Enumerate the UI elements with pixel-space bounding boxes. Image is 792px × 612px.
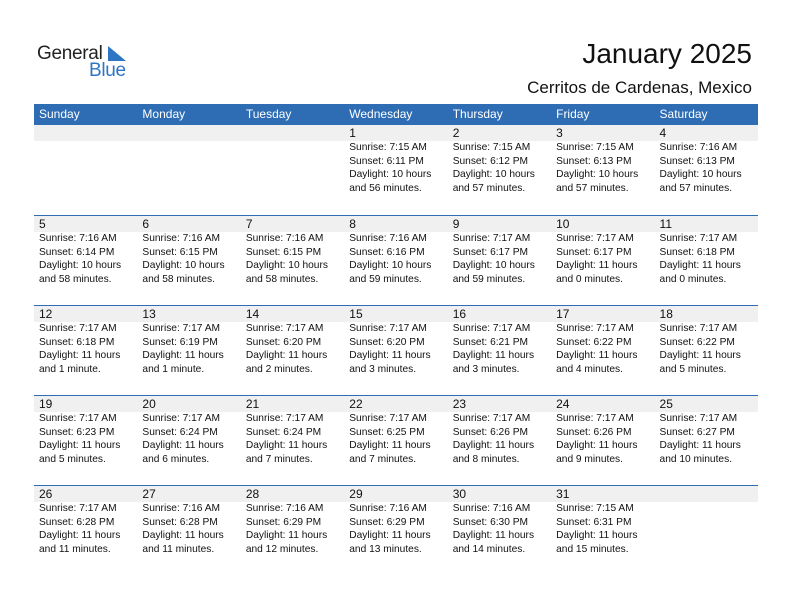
daylight-hours: Daylight: 10 hours <box>39 260 122 271</box>
sunrise-time: Sunrise: 7:16 AM <box>349 233 427 244</box>
sunrise-time: Sunrise: 7:17 AM <box>39 413 117 424</box>
day-cell <box>137 125 240 215</box>
sunrise-time: Sunrise: 7:16 AM <box>245 503 324 514</box>
sunset-time: Sunset: 6:26 PM <box>556 426 632 438</box>
sunrise-time: Sunrise: 7:17 AM <box>452 323 531 334</box>
week-cells <box>34 396 758 485</box>
daylight-hours: Daylight: 10 hours <box>349 260 432 271</box>
daylight-hours: Daylight: 11 hours <box>245 350 328 361</box>
day-cell <box>448 486 551 575</box>
week-cells <box>34 125 758 215</box>
sunrise-time: Sunrise: 7:16 AM <box>142 503 221 514</box>
daylight-minutes: and 5 minutes. <box>39 453 106 465</box>
location-subtitle: Cerritos de Cardenas, Mexico <box>527 78 752 97</box>
daylight-minutes: and 14 minutes. <box>452 543 526 555</box>
day-number: 22 <box>349 397 363 411</box>
sunset-time: Sunset: 6:28 PM <box>142 516 218 528</box>
day-cell <box>655 125 758 215</box>
day-cell <box>344 486 447 575</box>
daylight-hours: Daylight: 10 hours <box>142 260 225 271</box>
day-number: 8 <box>349 217 356 231</box>
sunrise-time: Sunrise: 7:17 AM <box>245 413 324 424</box>
day-number <box>660 486 758 502</box>
day-cell <box>34 396 137 485</box>
day-cell <box>137 216 240 305</box>
day-number: 26 <box>39 487 53 501</box>
daylight-minutes: and 11 minutes. <box>39 543 111 555</box>
daylight-minutes: and 7 minutes. <box>349 453 417 465</box>
day-number: 23 <box>452 397 467 411</box>
day-number <box>142 125 240 141</box>
daylight-hours: Daylight: 10 hours <box>245 260 328 271</box>
sunrise-time: Sunrise: 7:17 AM <box>659 233 738 244</box>
daylight-minutes: and 10 minutes. <box>659 453 733 465</box>
daylight-minutes: and 57 minutes. <box>556 182 629 194</box>
sunset-time: Sunset: 6:24 PM <box>142 426 218 438</box>
sunset-time: Sunset: 6:17 PM <box>556 246 632 258</box>
day-cell <box>34 125 137 215</box>
daylight-hours: Daylight: 11 hours <box>349 440 431 451</box>
sunrise-time: Sunrise: 7:16 AM <box>245 233 324 244</box>
sunset-time: Sunset: 6:18 PM <box>659 246 735 258</box>
daylight-minutes: and 5 minutes. <box>659 363 727 375</box>
sunrise-time: Sunrise: 7:17 AM <box>659 323 738 334</box>
day-cell <box>241 125 344 215</box>
sunrise-time: Sunrise: 7:17 AM <box>39 503 117 514</box>
sunset-time: Sunset: 6:29 PM <box>349 516 425 528</box>
daylight-hours: Daylight: 11 hours <box>659 350 741 361</box>
sunset-time: Sunset: 6:13 PM <box>556 155 632 167</box>
day-cell <box>551 125 654 215</box>
daylight-hours: Daylight: 11 hours <box>349 530 431 541</box>
day-cell <box>551 486 654 575</box>
day-number <box>246 125 344 141</box>
daylight-minutes: and 0 minutes. <box>659 273 727 285</box>
week-cells <box>34 306 758 395</box>
sunset-time: Sunset: 6:16 PM <box>349 246 425 258</box>
sunrise-time: Sunrise: 7:15 AM <box>349 142 427 153</box>
day-number: 31 <box>556 487 570 501</box>
daylight-minutes: and 12 minutes. <box>245 543 319 555</box>
daylight-hours: Daylight: 11 hours <box>142 530 224 541</box>
day-number: 18 <box>659 307 673 321</box>
weeks-container <box>34 125 758 575</box>
daylight-hours: Daylight: 11 hours <box>452 440 535 451</box>
day-number: 28 <box>245 487 260 501</box>
week-row <box>34 485 758 575</box>
sunrise-time: Sunrise: 7:17 AM <box>659 413 738 424</box>
day-number: 25 <box>659 397 673 411</box>
weekday-saturday: Saturday <box>659 107 708 121</box>
sunset-time: Sunset: 6:30 PM <box>452 516 529 528</box>
daylight-hours: Daylight: 11 hours <box>556 260 638 271</box>
sunset-time: Sunset: 6:26 PM <box>452 426 529 438</box>
daylight-minutes: and 3 minutes. <box>349 363 417 375</box>
day-cell <box>655 486 758 575</box>
sunrise-time: Sunrise: 7:17 AM <box>39 323 117 334</box>
day-cell <box>241 486 344 575</box>
day-cell <box>448 216 551 305</box>
weekday-header <box>34 104 758 125</box>
week-row <box>34 215 758 305</box>
flag-triangle-icon <box>108 46 126 61</box>
sunrise-time: Sunrise: 7:16 AM <box>39 233 117 244</box>
page-title: January 2025 <box>582 38 752 69</box>
weekday-sunday: Sunday <box>39 107 80 121</box>
daylight-hours: Daylight: 11 hours <box>556 440 638 451</box>
sunset-time: Sunset: 6:23 PM <box>39 426 115 438</box>
day-number: 15 <box>349 307 363 321</box>
daylight-minutes: and 6 minutes. <box>142 453 210 465</box>
daylight-minutes: and 11 minutes. <box>142 543 215 555</box>
day-cell <box>137 396 240 485</box>
sunrise-time: Sunrise: 7:17 AM <box>142 413 221 424</box>
sunset-time: Sunset: 6:21 PM <box>452 336 529 348</box>
weekday-friday: Friday <box>556 107 590 121</box>
logo <box>37 43 137 83</box>
weekday-thursday: Thursday <box>452 107 503 121</box>
sunset-time: Sunset: 6:15 PM <box>245 246 322 258</box>
day-number: 11 <box>659 217 672 231</box>
day-cell <box>655 306 758 395</box>
day-number: 5 <box>39 217 46 231</box>
day-number: 27 <box>142 487 156 501</box>
sunrise-time: Sunrise: 7:17 AM <box>349 413 427 424</box>
day-cell <box>34 216 137 305</box>
sunrise-time: Sunrise: 7:16 AM <box>349 503 427 514</box>
sunset-time: Sunset: 6:19 PM <box>142 336 218 348</box>
day-number: 2 <box>452 126 460 140</box>
day-number: 1 <box>349 126 356 140</box>
day-cell <box>551 306 654 395</box>
day-number: 16 <box>452 307 467 321</box>
daylight-minutes: and 57 minutes. <box>452 182 526 194</box>
daylight-hours: Daylight: 11 hours <box>142 350 224 361</box>
sunrise-time: Sunrise: 7:17 AM <box>556 323 634 334</box>
calendar-table <box>34 104 758 575</box>
daylight-hours: Daylight: 11 hours <box>349 350 431 361</box>
day-number: 4 <box>659 126 667 140</box>
day-cell <box>344 396 447 485</box>
daylight-minutes: and 2 minutes. <box>245 363 313 375</box>
daylight-minutes: and 15 minutes. <box>556 543 629 555</box>
weekday-tuesday: Tuesday <box>245 107 292 121</box>
sunset-time: Sunset: 6:12 PM <box>452 155 529 167</box>
sunset-time: Sunset: 6:24 PM <box>245 426 322 438</box>
daylight-minutes: and 57 minutes. <box>659 182 733 194</box>
sunrise-time: Sunrise: 7:17 AM <box>245 323 324 334</box>
day-cell <box>551 216 654 305</box>
daylight-minutes: and 59 minutes. <box>452 273 526 285</box>
daylight-hours: Daylight: 11 hours <box>39 350 121 361</box>
sunrise-time: Sunrise: 7:17 AM <box>556 233 634 244</box>
day-number: 3 <box>556 126 563 140</box>
logo-text-blue: Blue <box>89 60 126 81</box>
sunrise-time: Sunrise: 7:16 AM <box>142 233 221 244</box>
day-number: 13 <box>142 307 156 321</box>
daylight-minutes: and 1 minute. <box>142 363 205 375</box>
daylight-minutes: and 3 minutes. <box>452 363 520 375</box>
sunrise-time: Sunrise: 7:17 AM <box>142 323 221 334</box>
daylight-hours: Daylight: 11 hours <box>556 350 638 361</box>
day-cell <box>551 396 654 485</box>
day-cell <box>655 216 758 305</box>
day-cell <box>448 125 551 215</box>
sunset-time: Sunset: 6:14 PM <box>39 246 115 258</box>
daylight-hours: Daylight: 11 hours <box>39 440 121 451</box>
sunset-time: Sunset: 6:15 PM <box>142 246 218 258</box>
sunrise-time: Sunrise: 7:15 AM <box>556 503 634 514</box>
week-row <box>34 125 758 215</box>
daylight-hours: Daylight: 10 hours <box>452 260 535 271</box>
weekday-monday: Monday <box>142 107 186 121</box>
daylight-hours: Daylight: 11 hours <box>142 440 224 451</box>
weekday-wednesday: Wednesday <box>349 107 413 121</box>
daylight-hours: Daylight: 10 hours <box>659 169 742 180</box>
day-number: 17 <box>556 307 570 321</box>
daylight-minutes: and 1 minute. <box>39 363 101 375</box>
day-number: 19 <box>39 397 53 411</box>
day-number <box>39 125 137 141</box>
sunrise-time: Sunrise: 7:17 AM <box>452 233 531 244</box>
day-cell <box>34 486 137 575</box>
day-number: 9 <box>452 217 460 231</box>
daylight-hours: Daylight: 11 hours <box>659 260 741 271</box>
day-cell <box>655 396 758 485</box>
day-number: 24 <box>556 397 570 411</box>
sunset-time: Sunset: 6:29 PM <box>245 516 322 528</box>
day-number: 30 <box>452 487 467 501</box>
week-row <box>34 395 758 485</box>
daylight-hours: Daylight: 11 hours <box>659 440 741 451</box>
day-cell <box>448 306 551 395</box>
daylight-minutes: and 58 minutes. <box>39 273 112 285</box>
daylight-minutes: and 7 minutes. <box>245 453 313 465</box>
daylight-minutes: and 59 minutes. <box>349 273 422 285</box>
daylight-minutes: and 0 minutes. <box>556 273 623 285</box>
week-cells <box>34 216 758 305</box>
daylight-hours: Daylight: 11 hours <box>452 350 535 361</box>
sunrise-time: Sunrise: 7:15 AM <box>556 142 634 153</box>
day-cell <box>448 396 551 485</box>
day-cell <box>344 216 447 305</box>
week-cells <box>34 486 758 575</box>
sunset-time: Sunset: 6:27 PM <box>659 426 735 438</box>
daylight-minutes: and 56 minutes. <box>349 182 422 194</box>
sunset-time: Sunset: 6:28 PM <box>39 516 115 528</box>
daylight-hours: Daylight: 10 hours <box>349 169 432 180</box>
sunset-time: Sunset: 6:17 PM <box>452 246 529 258</box>
week-row <box>34 305 758 395</box>
daylight-hours: Daylight: 11 hours <box>39 530 121 541</box>
sunrise-time: Sunrise: 7:16 AM <box>659 142 738 153</box>
daylight-minutes: and 58 minutes. <box>245 273 319 285</box>
daylight-hours: Daylight: 11 hours <box>556 530 638 541</box>
daylight-minutes: and 8 minutes. <box>452 453 520 465</box>
sunset-time: Sunset: 6:31 PM <box>556 516 632 528</box>
sunrise-time: Sunrise: 7:16 AM <box>452 503 531 514</box>
daylight-hours: Daylight: 11 hours <box>245 530 328 541</box>
day-cell <box>344 306 447 395</box>
daylight-hours: Daylight: 10 hours <box>452 169 535 180</box>
sunset-time: Sunset: 6:25 PM <box>349 426 425 438</box>
daylight-hours: Daylight: 11 hours <box>245 440 328 451</box>
sunset-time: Sunset: 6:18 PM <box>39 336 115 348</box>
daylight-minutes: and 4 minutes. <box>556 363 623 375</box>
day-cell <box>137 306 240 395</box>
daylight-hours: Daylight: 10 hours <box>556 169 639 180</box>
sunrise-time: Sunrise: 7:15 AM <box>452 142 531 153</box>
day-number: 29 <box>349 487 363 501</box>
sunset-time: Sunset: 6:22 PM <box>659 336 735 348</box>
day-cell <box>344 125 447 215</box>
sunrise-time: Sunrise: 7:17 AM <box>349 323 427 334</box>
day-number: 14 <box>245 307 260 321</box>
day-number: 12 <box>39 307 53 321</box>
sunset-time: Sunset: 6:20 PM <box>245 336 322 348</box>
day-cell <box>241 396 344 485</box>
day-cell <box>241 216 344 305</box>
sunset-time: Sunset: 6:13 PM <box>659 155 735 167</box>
daylight-minutes: and 58 minutes. <box>142 273 215 285</box>
day-number: 21 <box>245 397 260 411</box>
sunrise-time: Sunrise: 7:17 AM <box>452 413 531 424</box>
daylight-minutes: and 13 minutes. <box>349 543 422 555</box>
day-cell <box>137 486 240 575</box>
day-cell <box>241 306 344 395</box>
sunset-time: Sunset: 6:20 PM <box>349 336 425 348</box>
day-number: 6 <box>142 217 150 231</box>
sunset-time: Sunset: 6:22 PM <box>556 336 632 348</box>
day-number: 10 <box>556 217 570 231</box>
day-number: 20 <box>142 397 156 411</box>
daylight-hours: Daylight: 11 hours <box>452 530 535 541</box>
day-cell <box>34 306 137 395</box>
sunset-time: Sunset: 6:11 PM <box>349 155 424 167</box>
day-number: 7 <box>245 217 253 231</box>
sunrise-time: Sunrise: 7:17 AM <box>556 413 634 424</box>
daylight-minutes: and 9 minutes. <box>556 453 623 465</box>
logo-text-general: General <box>37 43 103 64</box>
